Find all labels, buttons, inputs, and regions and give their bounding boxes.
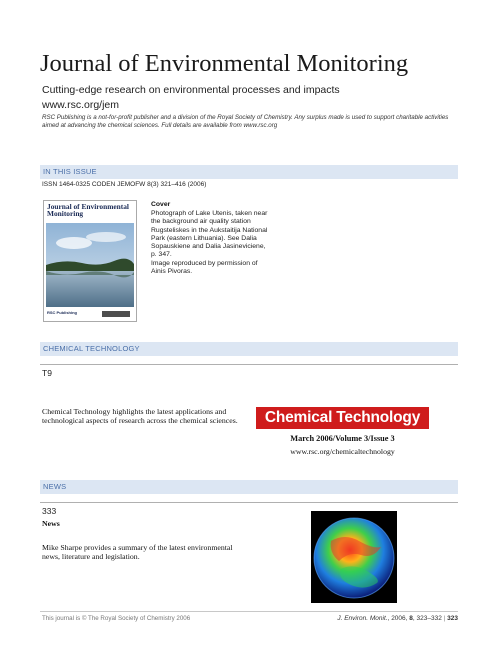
news-description: Mike Sharpe provides a summary of the latest environmental news, literature and legislation. [42,543,233,562]
cover-thumb-title: Journal of Environmental Monitoring [47,202,129,219]
divider [40,364,458,365]
footer-page-number: 323 [447,615,458,622]
footer-volume: 8 [409,615,413,622]
footer-pages: , 323–332 [412,615,442,622]
news-title[interactable]: News [42,519,60,528]
globe-illustration [311,511,397,603]
footer-separator: | [443,615,446,622]
section-bar-chemical-technology [40,342,458,356]
footer-journal-abbr: J. Environ. Monit. [337,615,388,622]
footer-copyright: This journal is © The Royal Society of Chemistry 2006 [42,615,191,622]
globe-image [311,511,397,603]
journal-title: Journal of Environmental Monitoring [40,50,409,77]
chemical-technology-code[interactable]: T9 [42,368,52,378]
section-heading-chemical-technology: CHEMICAL TECHNOLOGY [43,344,140,353]
chemical-technology-banner: Chemical Technology [256,407,429,429]
section-heading-in-this-issue: IN THIS ISSUE [43,167,97,176]
cover-caption: Photograph of Lake Utenis, taken near the background air quality station Rugsteliskes in the Aukstaitija National Park (eastern Lithuania). See Dalia Sopauskiene and Dalia Jasineviciene, p. 347. [151,210,268,259]
footer-citation [337,615,458,622]
footer-divider [40,611,458,612]
journal-url[interactable]: www.rsc.org/jem [42,99,120,111]
chemical-technology-url[interactable]: www.rsc.org/chemicaltechnology [290,447,395,456]
footer-year: , 2006, [387,615,410,622]
issn-line: ISSN 1464-0325 CODEN JEMOFW 8(3) 321–416 (2006) [42,181,207,188]
divider [40,502,458,503]
chemical-technology-description: Chemical Technology highlights the latest applications and technological aspects of research across the chemical sciences. [42,407,238,426]
journal-tagline: Cutting-edge research on environmental processes and impacts [42,84,340,96]
news-page-number[interactable]: 333 [42,506,57,516]
cover-illustration [44,201,136,321]
cover-image[interactable] [43,200,137,322]
cover-heading: Cover [151,201,171,208]
publisher-disclaimer: RSC Publishing is a not-for-profit publisher and a division of the Royal Society of Chemistry. Any surplus made is used to support charitable activities aimed at advancing the chemical sciences. Full details are available from www.rsc.org [42,114,449,130]
cover-thumb-publisher-logo: RSC Publishing [47,310,77,315]
cover-credit: Image reproduced by permission of Ainis Pivoras. [151,259,258,276]
section-bar-in-this-issue [40,165,458,179]
section-bar-news [40,480,458,494]
chemical-technology-issue: March 2006/Volume 3/Issue 3 [290,434,395,443]
section-heading-news: NEWS [43,482,67,491]
cover-caption-block [151,210,271,276]
